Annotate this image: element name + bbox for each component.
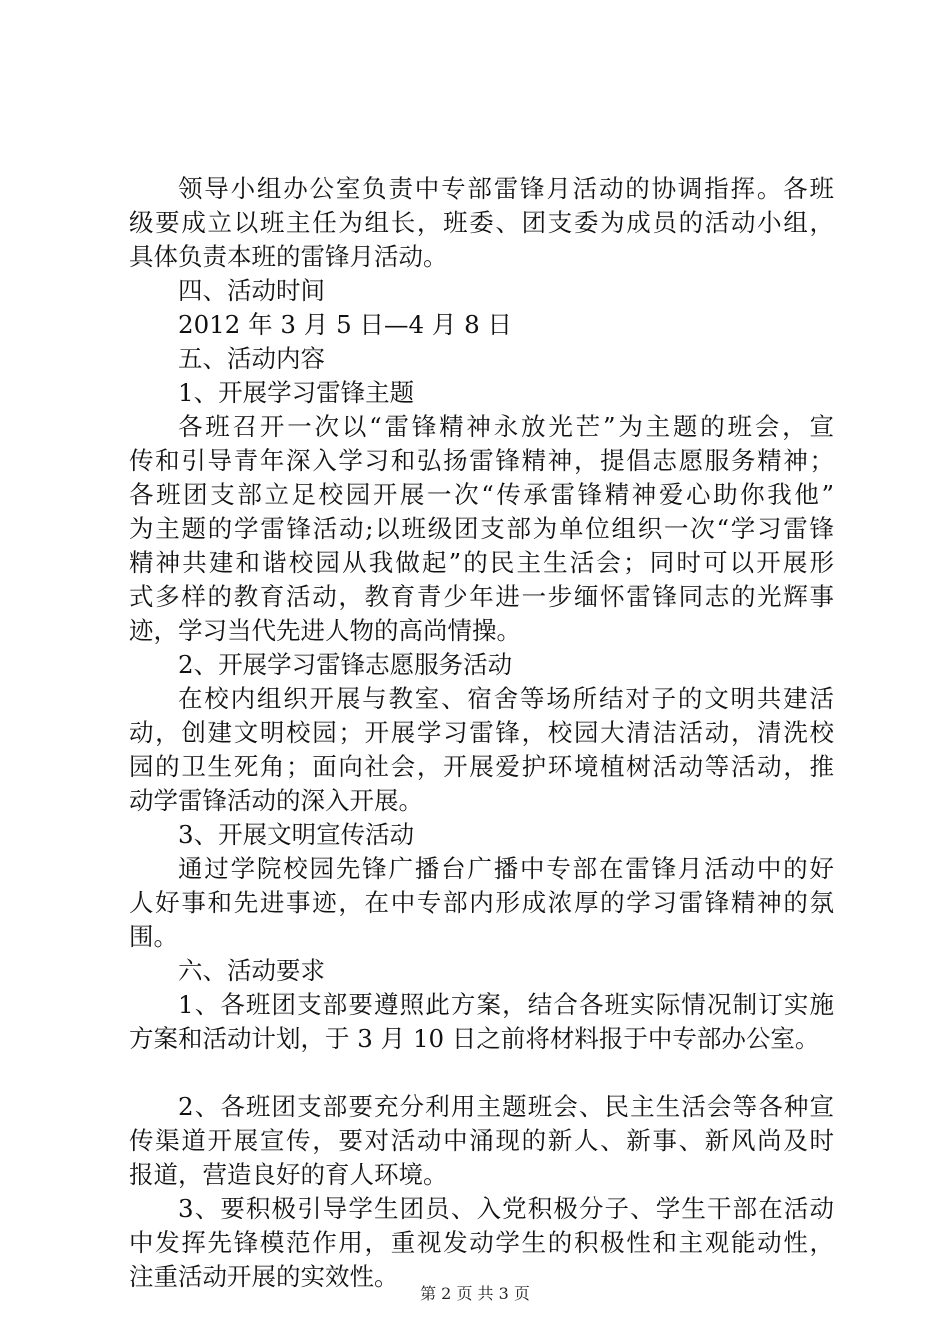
paragraph-line: 注重活动开展的实效性。 bbox=[129, 1262, 399, 1291]
paragraph-line: 1、各班团支部要遵照此方案，结合各班实际情况制订实施 bbox=[178, 990, 834, 1019]
page-number-footer: 第 2 页 共 3 页 bbox=[420, 1284, 530, 1303]
paragraph-line: 报道，营造良好的育人环境。 bbox=[129, 1160, 448, 1189]
paragraph-line: 中发挥先锋模范作用，重视发动学生的积极性和主观能动性， bbox=[129, 1228, 834, 1257]
paragraph-line: 围。 bbox=[129, 922, 178, 951]
subsection-heading: 3、开展文明宣传活动 bbox=[178, 820, 415, 849]
subsection-heading: 1、开展学习雷锋主题 bbox=[178, 378, 415, 407]
paragraph-line: 园的卫生死角；面向社会，开展爱护环境植树活动等活动，推 bbox=[129, 752, 834, 781]
paragraph-line: 传和引导青年深入学习和弘扬雷锋精神，提倡志愿服务精神； bbox=[129, 446, 834, 475]
paragraph-line: 在校内组织开展与教室、宿舍等场所结对子的文明共建活 bbox=[178, 684, 834, 713]
section-heading: 四、活动时间 bbox=[178, 276, 325, 305]
paragraph-line: 精神共建和谐校园从我做起”的民主生活会；同时可以开展形 bbox=[129, 548, 834, 577]
paragraph-line: 人好事和先进事迹，在中专部内形成浓厚的学习雷锋精神的氛 bbox=[129, 888, 834, 917]
paragraph-line: 为主题的学雷锋活动;以班级团支部为单位组织一次“学习雷锋 bbox=[129, 514, 834, 543]
section-heading: 五、活动内容 bbox=[178, 344, 325, 373]
paragraph-line: 传渠道开展宣传，要对活动中涌现的新人、新事、新风尚及时 bbox=[129, 1126, 834, 1155]
paragraph-line: 3、要积极引导学生团员、入党积极分子、学生干部在活动 bbox=[178, 1194, 834, 1223]
paragraph-line: 动，创建文明校园；开展学习雷锋，校园大清洁活动，清洗校 bbox=[129, 718, 834, 747]
paragraph-line: 2、各班团支部要充分利用主题班会、民主生活会等各种宣 bbox=[178, 1092, 834, 1121]
date-range: 2012 年 3 月 5 日—4 月 8 日 bbox=[178, 310, 513, 339]
paragraph-line: 领导小组办公室负责中专部雷锋月活动的协调指挥。各班 bbox=[178, 174, 834, 203]
paragraph-line: 各班召开一次以“雷锋精神永放光芒”为主题的班会，宣 bbox=[178, 412, 834, 441]
paragraph-line: 式多样的教育活动，教育青少年进一步缅怀雷锋同志的光辉事 bbox=[129, 582, 834, 611]
section-heading: 六、活动要求 bbox=[178, 956, 325, 985]
subsection-heading: 2、开展学习雷锋志愿服务活动 bbox=[178, 650, 513, 679]
paragraph-line: 各班团支部立足校园开展一次“传承雷锋精神爱心助你我他” bbox=[129, 480, 834, 509]
paragraph-line: 迹，学习当代先进人物的高尚情操。 bbox=[129, 616, 521, 645]
paragraph-line: 方案和活动计划，于 3 月 10 日之前将材料报于中专部办公室。 bbox=[129, 1024, 820, 1053]
paragraph-line: 级要成立以班主任为组长，班委、团支委为成员的活动小组， bbox=[129, 208, 834, 237]
paragraph-line: 具体负责本班的雷锋月活动。 bbox=[129, 242, 448, 271]
paragraph-line: 通过学院校园先锋广播台广播中专部在雷锋月活动中的好 bbox=[178, 854, 834, 883]
paragraph-line: 动学雷锋活动的深入开展。 bbox=[129, 786, 423, 815]
